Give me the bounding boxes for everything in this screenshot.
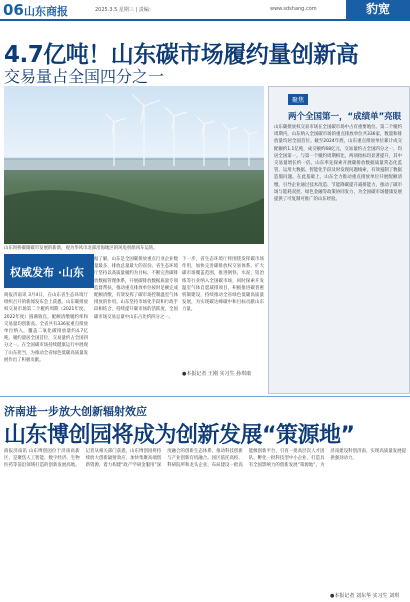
lead-reporter: ●本报记者 王刚 实习生 孙琪康 [182, 371, 252, 377]
issue-meta: 2025.3.5 星期三 | 责编： [95, 7, 154, 13]
second-body: 商报济南讯 山东博创园位于济南高新区，是聚焦人工智能、数字经济、生物医药等前沿领域打造的创新发展高地。记者从相关部门获悉，山东博创园将持续放大创新辐射效应，加快集聚高端创新资源，着力构建“政产学研金服用”深度融合的创新生态体系，推动科技创新与产业创新有机融合。园区依托高校、科研院所和龙头企业，布局建设一批高能级创新平台，引育一批高层次人才团队，孵化一批科技型中小企业，打造具有全国影响力的创新发展“策源地”，为济南建设科创济南、实现高质量发展提供强劲动力。 [4, 449, 406, 469]
focus-tag: 聚焦 [288, 94, 308, 105]
website-url: www.sdshang.com [270, 6, 317, 12]
second-kicker: 济南进一步放大创新辐射效应 [4, 405, 147, 418]
section-name: 山东商报 [24, 5, 68, 18]
lead-subheadline: 交易量占全国四分之一 [4, 67, 165, 86]
badge-label: 权威发布 ·山东 [10, 266, 85, 279]
lead-body-col2: 据了解，山东是全国碳排放重点行业企业数量最多、排放总量最大的省份。省生态环境厅坚持以高质量履约为目标，不断完善碳排放数据管理体系，开展碳排放数据质量专项监督帮扶，推动重点排放单位按时足额完成配额清缴，有效发挥了碳市场控制温室气体排放的作用。山东坚持市场化手段和行政手段相结合，持续提升碳市场的活跃度，全国碳市场交易总量中山东占比约四分之一。 [94, 257, 178, 320]
focus-body: 山东碳排放权交易市场在全国碳市场中占有重要地位。第二个履约周期内，山东纳入全国碳市场的重点排放单位共336家，数量和排放量均居全国首位。截至2024年底，山东重点排放单位累计成交配额约1.1亿吨，成交额约68亿元，交易量约占全国四分之一，均居全国第一。与第一个履约周期相比，两项指标均显著提升，其中交易量增长约一倍。山东率先探索开展碳排放数据质量常态化监管，运用大数据、智能化手段及时发现问题线索，有效遏制了数据造假问题。在此基础上，山东全力推动重点排放单位开展配额清缴，引导企业通过技术改造、节能降碳提升减排能力，推动了碳市场与能耗双控、绿色金融等政策协同发力，为全国碳市场健康发展提供了可复制可推广的山东经验。 [274, 125, 402, 203]
section-divider [0, 396, 410, 397]
lead-body-col3: 下一步，省生态环境厅将围绕发挥碳市场作用，加快完善碳排放权交易体系，扩大碳市场覆盖范围，推进钢铁、水泥、铝冶炼等行业纳入全国碳市场，同时探索开发温室气体自愿减排项目，积极推进碳普惠机制建设，持续推动全省绿色低碳高质量发展，为实现碳达峰碳中和目标贡献山东力量。 [182, 257, 264, 313]
page-number: 06 [3, 1, 24, 19]
wind-turbines-illustration [4, 86, 264, 244]
lead-body-col1: 商报济南讯 3月4日，在山东省生态环境厅组织召开的新闻发布会上获悉，山东碳排放权交易市场第二个履约周期（2021年度、2022年度）圆满收官，配额清缴履约率和交易量均创新高。全省共有336家重点排放单位纳入，覆盖二氧化碳排放量约4.7亿吨，履约量居全国首位，交易量约占全国四分之一。在全国碳市场持续健康运行中展现了山东担当，为推动全省绿色低碳高质量发展作出了积极贡献。 [4, 293, 88, 363]
photo-caption: 山东坝桥碳储碳市发展的新新，观为华风市北部沿海地区的风电机组风车运转。 [4, 246, 158, 251]
authority-release-badge [4, 254, 94, 288]
second-reporter: ●本报记者 刘东华 实习生 刘琪 [330, 593, 400, 599]
lead-headline: 4.7亿吨！山东碳市场履约量创新高 [4, 42, 359, 68]
wind-farm-photo [4, 86, 264, 244]
second-headline: 山东博创园将成为创新发展“策源地” [4, 423, 355, 448]
focus-headline: 两个全国第一，“成绩单”亮眼 [288, 112, 402, 122]
column-name: 豹宽 [346, 0, 410, 19]
